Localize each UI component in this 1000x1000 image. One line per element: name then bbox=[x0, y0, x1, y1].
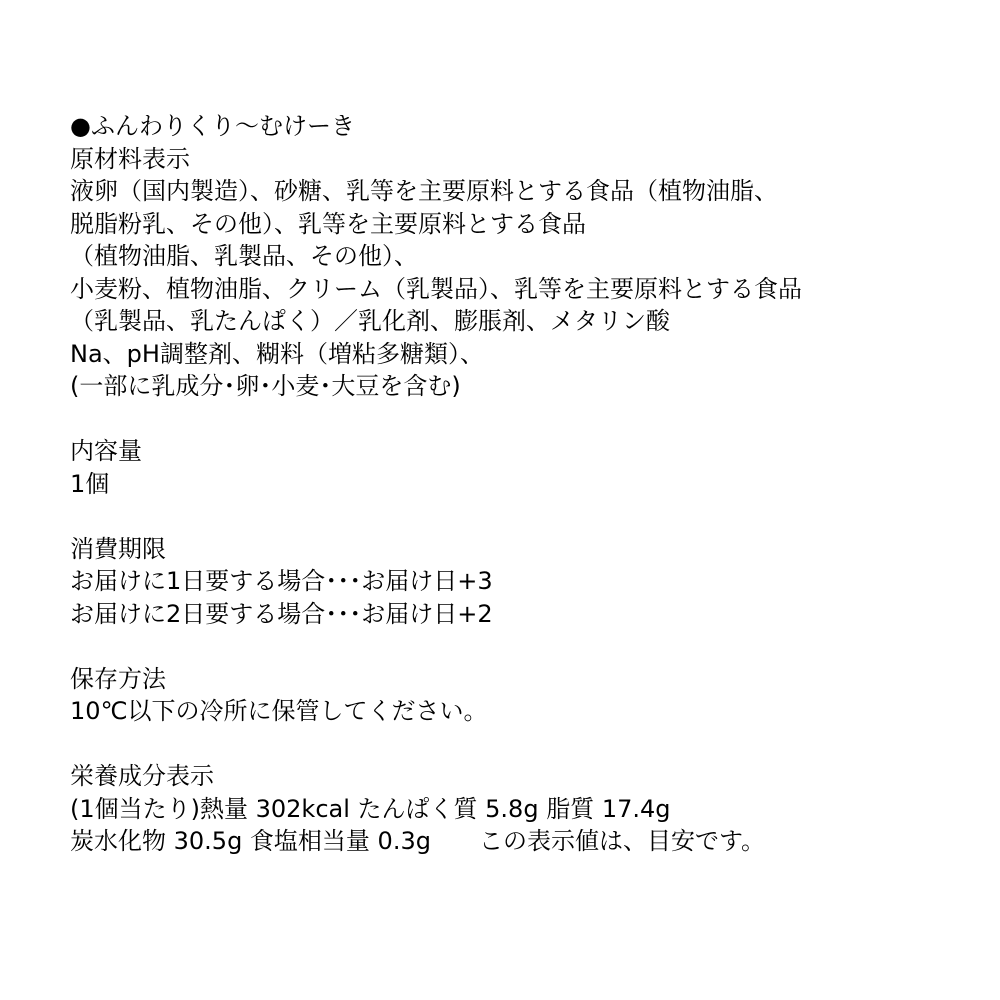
ingredients-line: （植物油脂、乳製品、その他）、 bbox=[70, 242, 418, 270]
nutrition-section bbox=[70, 760, 970, 858]
ingredients-line: Na、pH調整剤、糊料（増粘多糖類）、 bbox=[70, 339, 484, 368]
ingredients-section bbox=[70, 143, 970, 403]
contents-heading: 内容量 bbox=[70, 437, 142, 465]
allergen-line: (一部に乳成分･卵･小麦･大豆を含む) bbox=[70, 372, 461, 400]
expiry-section bbox=[70, 533, 970, 631]
section-spacer bbox=[70, 403, 970, 436]
nutrition-line: (1個当たり)熱量 302kcal たんぱく質 5.8g 脂質 17.4g bbox=[70, 794, 671, 823]
storage-text: 10℃以下の冷所に保管してください。 bbox=[70, 697, 488, 725]
product-label-document bbox=[70, 110, 970, 858]
expiry-heading: 消費期限 bbox=[70, 534, 166, 563]
ingredients-line: 小麦粉、植物油脂、クリーム（乳製品）、乳等を主要原料とする食品 bbox=[70, 274, 802, 303]
section-spacer bbox=[70, 728, 970, 761]
product-name: ●ふんわりくり～むけーき bbox=[70, 112, 355, 140]
ingredients-line: 液卵（国内製造）、砂糖、乳等を主要原料とする食品（植物油脂、 bbox=[70, 177, 778, 205]
nutrition-heading: 栄養成分表示 bbox=[70, 762, 214, 790]
storage-heading: 保存方法 bbox=[70, 664, 166, 693]
nutrition-line: 炭水化物 30.5g 食塩相当量 0.3g この表示値は、目安です。 bbox=[70, 827, 766, 855]
ingredients-heading: 原材料表示 bbox=[70, 144, 190, 173]
contents-section bbox=[70, 435, 970, 500]
section-spacer bbox=[70, 500, 970, 533]
section-spacer bbox=[70, 630, 970, 663]
ingredients-line: 脱脂粉乳、その他）、乳等を主要原料とする食品 bbox=[70, 209, 586, 238]
ingredients-line: （乳製品、乳たんぱく）／乳化剤、膨脹剤、メタリン酸 bbox=[70, 307, 670, 335]
expiry-line: お届けに2日要する場合･･･お届け日+2 bbox=[70, 599, 493, 628]
expiry-line: お届けに1日要する場合･･･お届け日+3 bbox=[70, 567, 493, 595]
storage-section bbox=[70, 663, 970, 728]
contents-value: 1個 bbox=[70, 469, 110, 498]
